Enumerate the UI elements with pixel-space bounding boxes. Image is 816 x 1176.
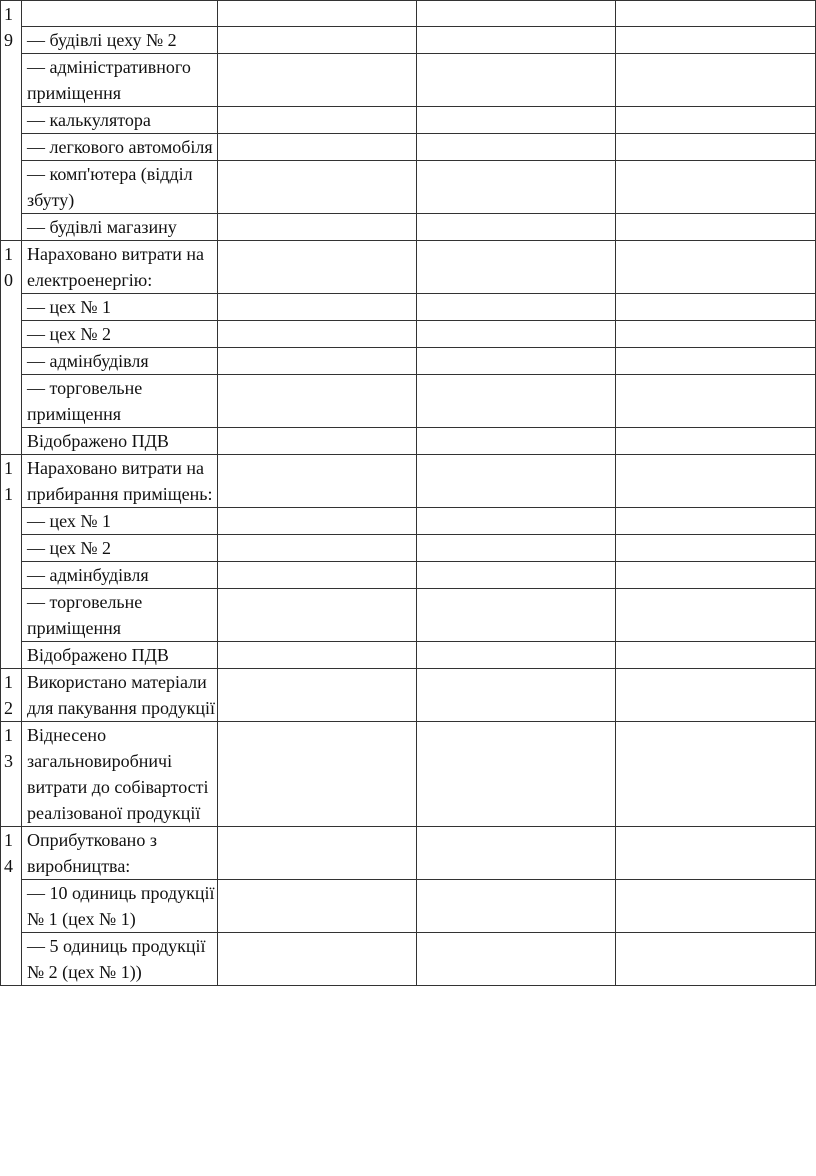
amount-cell — [616, 241, 816, 294]
entry-number — [1, 827, 22, 986]
entry-description: — адмінбудівля — [22, 562, 218, 589]
table-row — [1, 589, 816, 642]
credit-cell — [417, 1, 616, 27]
credit-cell — [417, 428, 616, 455]
debit-cell — [218, 321, 417, 348]
credit-cell — [417, 294, 616, 321]
amount-cell — [616, 827, 816, 880]
credit-cell — [417, 508, 616, 535]
table-row — [1, 428, 816, 455]
table-row — [1, 508, 816, 535]
debit-cell — [218, 642, 417, 669]
debit-cell — [218, 161, 417, 214]
amount-cell — [616, 214, 816, 241]
entry-description: — 5 одиниць продукції № 2 (цех № 1)) — [22, 933, 218, 986]
entry-description: Оприбутковано з виробництва: — [22, 827, 218, 880]
credit-cell — [417, 375, 616, 428]
table-row — [1, 54, 816, 107]
debit-cell — [218, 134, 417, 161]
credit-cell — [417, 134, 616, 161]
debit-cell — [218, 241, 417, 294]
debit-cell — [218, 669, 417, 722]
entry-number-text: 14 — [4, 830, 13, 876]
credit-cell — [417, 241, 616, 294]
entry-description: — торговельне приміщення — [22, 375, 218, 428]
table-row — [1, 27, 816, 54]
credit-cell — [417, 722, 616, 827]
credit-cell — [417, 933, 616, 986]
credit-cell — [417, 880, 616, 933]
table-row — [1, 1, 816, 27]
table-row — [1, 214, 816, 241]
entry-description: Нараховано витрати на прибирання приміщень: — [22, 455, 218, 508]
entry-description: — легкового автомобіля — [22, 134, 218, 161]
entry-description: — 10 одиниць продукції № 1 (цех № 1) — [22, 880, 218, 933]
debit-cell — [218, 1, 417, 27]
credit-cell — [417, 214, 616, 241]
table-row — [1, 134, 816, 161]
credit-cell — [417, 348, 616, 375]
amount-cell — [616, 455, 816, 508]
amount-cell — [616, 107, 816, 134]
journal-table-body — [1, 1, 816, 986]
credit-cell — [417, 455, 616, 508]
amount-cell — [616, 134, 816, 161]
entry-number-text: 11 — [4, 458, 13, 504]
table-row — [1, 642, 816, 669]
amount-cell — [616, 562, 816, 589]
entry-description: — комп'ютера (відділ збуту) — [22, 161, 218, 214]
debit-cell — [218, 455, 417, 508]
credit-cell — [417, 161, 616, 214]
amount-cell — [616, 933, 816, 986]
credit-cell — [417, 107, 616, 134]
debit-cell — [218, 589, 417, 642]
amount-cell — [616, 508, 816, 535]
table-row — [1, 107, 816, 134]
amount-cell — [616, 722, 816, 827]
table-row — [1, 562, 816, 589]
entry-number — [1, 241, 22, 455]
table-row — [1, 827, 816, 880]
entry-description: Відображено ПДВ — [22, 428, 218, 455]
amount-cell — [616, 669, 816, 722]
entry-description: — будівлі цеху № 2 — [22, 27, 218, 54]
amount-cell — [616, 1, 816, 27]
entry-description: Відображено ПДВ — [22, 642, 218, 669]
entry-number — [1, 455, 22, 669]
debit-cell — [218, 107, 417, 134]
amount-cell — [616, 428, 816, 455]
amount-cell — [616, 348, 816, 375]
debit-cell — [218, 508, 417, 535]
table-row — [1, 880, 816, 933]
credit-cell — [417, 321, 616, 348]
amount-cell — [616, 880, 816, 933]
entry-description: — калькулятора — [22, 107, 218, 134]
entry-description: — адмінбудівля — [22, 348, 218, 375]
table-row — [1, 722, 816, 827]
amount-cell — [616, 589, 816, 642]
credit-cell — [417, 827, 616, 880]
entry-description: Нараховано витрати на електроенергію: — [22, 241, 218, 294]
entry-number — [1, 722, 22, 827]
amount-cell — [616, 161, 816, 214]
debit-cell — [218, 827, 417, 880]
credit-cell — [417, 642, 616, 669]
entry-description — [22, 1, 218, 27]
entry-description: — торговельне приміщення — [22, 589, 218, 642]
debit-cell — [218, 375, 417, 428]
debit-cell — [218, 54, 417, 107]
debit-cell — [218, 27, 417, 54]
entry-number-text: 19 — [4, 4, 13, 50]
amount-cell — [616, 54, 816, 107]
entry-description: — адміністративного приміщення — [22, 54, 218, 107]
table-row — [1, 455, 816, 508]
credit-cell — [417, 589, 616, 642]
table-row — [1, 375, 816, 428]
amount-cell — [616, 321, 816, 348]
entry-description: Використано матеріали для пакування продукції — [22, 669, 218, 722]
table-row — [1, 161, 816, 214]
credit-cell — [417, 54, 616, 107]
table-row — [1, 669, 816, 722]
entry-description: Віднесено загальновиробничі витрати до собівартості реалізованої продукції — [22, 722, 218, 827]
entry-description: — цех № 1 — [22, 294, 218, 321]
entry-description: — цех № 1 — [22, 508, 218, 535]
table-row — [1, 294, 816, 321]
debit-cell — [218, 933, 417, 986]
amount-cell — [616, 294, 816, 321]
amount-cell — [616, 375, 816, 428]
amount-cell — [616, 642, 816, 669]
table-row — [1, 321, 816, 348]
debit-cell — [218, 428, 417, 455]
debit-cell — [218, 348, 417, 375]
entry-number — [1, 669, 22, 722]
entry-description: — будівлі магазину — [22, 214, 218, 241]
credit-cell — [417, 562, 616, 589]
debit-cell — [218, 294, 417, 321]
debit-cell — [218, 562, 417, 589]
table-row — [1, 933, 816, 986]
credit-cell — [417, 669, 616, 722]
amount-cell — [616, 535, 816, 562]
table-row — [1, 241, 816, 294]
table-row — [1, 535, 816, 562]
entry-number — [1, 1, 22, 241]
entry-number-text: 12 — [4, 672, 13, 718]
entry-description: — цех № 2 — [22, 535, 218, 562]
debit-cell — [218, 722, 417, 827]
table-row — [1, 348, 816, 375]
debit-cell — [218, 880, 417, 933]
credit-cell — [417, 535, 616, 562]
credit-cell — [417, 27, 616, 54]
debit-cell — [218, 535, 417, 562]
debit-cell — [218, 214, 417, 241]
entry-description: — цех № 2 — [22, 321, 218, 348]
amount-cell — [616, 27, 816, 54]
entry-number-text: 13 — [4, 725, 13, 771]
entry-number-text: 10 — [4, 244, 13, 290]
